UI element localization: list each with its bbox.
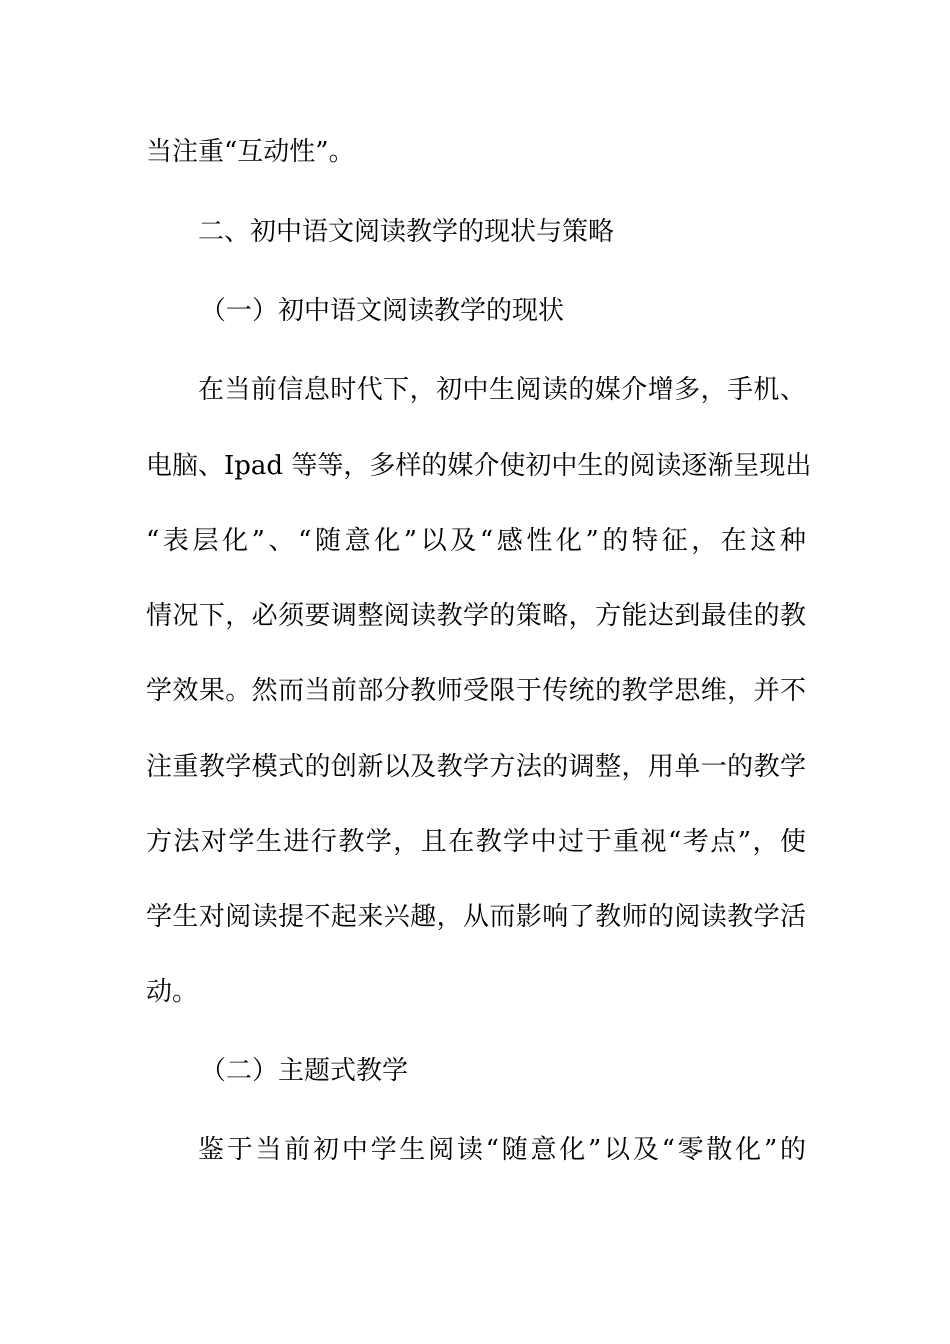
paragraph-line: 电脑、Ipad 等等，多样的媒介使初中生的阅读逐渐呈现出	[146, 451, 812, 481]
paragraph-line: 学生对阅读提不起来兴趣，从而影响了教师的阅读教学活	[146, 902, 806, 932]
paragraph-line: 情况下，必须要调整阅读教学的策略，方能达到最佳的教	[146, 601, 806, 631]
paragraph-line: 方法对学生进行教学，且在教学中过于重视“考点”，使	[146, 827, 806, 857]
paragraph-line: 学效果。然而当前部分教师受限于传统的教学思维，并不	[146, 676, 806, 706]
subsection-heading-2: （二）主题式教学	[200, 1056, 409, 1086]
section-heading: 二、初中语文阅读教学的现状与策略	[198, 217, 615, 247]
paragraph-line: 在当前信息时代下，初中生阅读的媒介增多，手机、	[198, 375, 806, 405]
paragraph-line-continuation: 当注重“互动性”。	[146, 137, 355, 167]
paragraph-line: 鉴于当前初中学生阅读“随意化”以及“零散化”的	[198, 1135, 806, 1165]
subsection-heading-1: （一）初中语文阅读教学的现状	[200, 296, 565, 326]
paragraph-line: “表层化”、“随意化”以及“感性化”的特征，在这种	[146, 526, 806, 556]
paragraph-line: 注重教学模式的创新以及教学方法的调整，用单一的教学	[146, 752, 806, 782]
paragraph-line-end: 动。	[146, 977, 199, 1007]
